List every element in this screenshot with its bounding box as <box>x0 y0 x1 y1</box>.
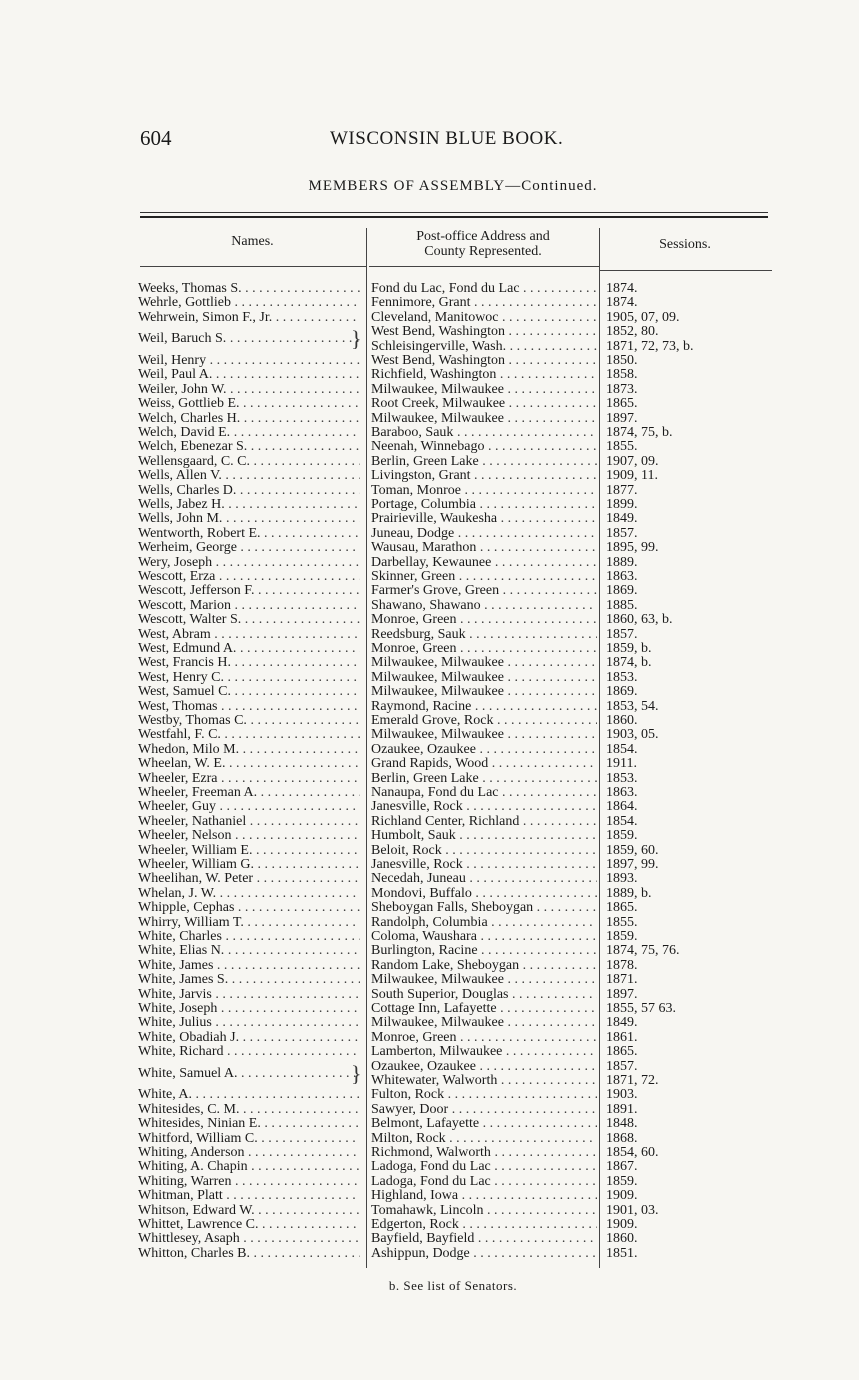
member-address: Milwaukee, Milwaukee . . . <box>371 973 597 987</box>
table-row <box>0 412 859 426</box>
member-address: Mondovi, Buffalo . . . <box>371 887 597 901</box>
table-row <box>0 916 859 930</box>
table-row <box>0 340 859 354</box>
member-sessions: 1893. <box>606 872 638 887</box>
member-address: Janesville, Rock . . . <box>371 858 597 872</box>
table-row <box>0 527 859 541</box>
table-row <box>0 1002 859 1016</box>
member-address: Milton, Rock . . . <box>371 1132 597 1146</box>
table-row <box>0 656 859 670</box>
member-name: Wescott, Jefferson F. . . . <box>138 584 360 598</box>
member-address: Random Lake, Sheboygan . . . <box>371 959 597 973</box>
table-row <box>0 282 859 296</box>
member-name: West, Edmund A. . . . <box>138 642 360 656</box>
member-sessions: 1903. <box>606 1088 638 1103</box>
member-name: Welch, David E. . . . <box>138 426 360 440</box>
member-name: Welch, Charles H. . . . <box>138 412 360 426</box>
member-name: Whitford, William C. . . . <box>138 1132 360 1146</box>
member-sessions: 1867. <box>606 1160 638 1175</box>
member-sessions: 1860, 63, b. <box>606 613 673 628</box>
member-sessions: 1863. <box>606 570 638 584</box>
member-address: Richland Center, Richland . . . <box>371 815 597 829</box>
member-address: Belmont, Lafayette . . . <box>371 1117 597 1131</box>
member-name: Wheelihan, W. Peter . . . <box>138 872 360 886</box>
table-row <box>0 512 859 526</box>
table-row <box>0 685 859 699</box>
member-address: Schleisingerville, Wash. . . . <box>371 340 597 354</box>
member-sessions: 1865. <box>606 901 638 916</box>
member-sessions: 1899. <box>606 498 638 512</box>
member-name: White, Elias N. . . . <box>138 944 360 958</box>
member-name: Wells, Jabez H. . . . <box>138 498 360 512</box>
member-address: Monroe, Green . . . <box>371 642 597 656</box>
member-address: Milwaukee, Milwaukee . . . <box>371 656 597 670</box>
member-name: Wheeler, Nathaniel . . . <box>138 815 360 829</box>
table-row <box>0 988 859 1002</box>
member-address: Milwaukee, Milwaukee . . . <box>371 412 597 426</box>
member-sessions: 1874, 75, b. <box>606 426 673 440</box>
member-name: White, James . . . <box>138 959 360 973</box>
table-row <box>0 728 859 742</box>
member-name: West, Abram . . . <box>138 628 360 642</box>
member-sessions: 1895, 99. <box>606 541 659 556</box>
table-row <box>0 556 859 570</box>
member-sessions: 1869. <box>606 685 638 700</box>
table-row <box>0 1175 859 1189</box>
member-sessions: 1889. <box>606 555 638 570</box>
member-sessions: 1857. <box>606 1059 638 1074</box>
member-sessions: 1858. <box>606 368 638 383</box>
member-sessions: 1848. <box>606 1117 638 1132</box>
member-address: Cleveland, Manitowoc . . . <box>371 311 597 325</box>
member-address: Burlington, Racine . . . <box>371 944 597 958</box>
member-name: Wheeler, Ezra . . . <box>138 772 360 786</box>
column-header-address <box>369 229 597 259</box>
table-row <box>0 1103 859 1117</box>
member-sessions: 1891. <box>606 1102 638 1117</box>
table-row <box>0 959 859 973</box>
member-sessions: 1889, b. <box>606 886 652 901</box>
member-sessions: 1911. <box>606 757 637 772</box>
member-name: Wery, Joseph . . . <box>138 556 360 570</box>
table-row <box>0 714 859 728</box>
member-sessions: 1854. <box>606 742 638 757</box>
member-address: Ladoga, Fond du Lac . . . <box>371 1160 597 1174</box>
column-header-sessions: Sessions. <box>659 237 711 252</box>
member-sessions: 1874, b. <box>606 656 652 671</box>
member-name: Wellensgaard, C. C. . . . <box>138 455 360 469</box>
table-row <box>0 901 859 915</box>
brace-glyph: } <box>351 326 362 352</box>
member-address: Highland, Iowa . . . <box>371 1189 597 1203</box>
table-row <box>0 426 859 440</box>
member-sessions: 1909. <box>606 1189 638 1204</box>
table-row <box>0 872 859 886</box>
brace-glyph: } <box>351 1060 362 1086</box>
table-row <box>0 354 859 368</box>
member-address: Baraboo, Sauk . . . <box>371 426 597 440</box>
member-sessions: 1855. <box>606 915 638 930</box>
member-address: Randolph, Columbia . . . <box>371 916 597 930</box>
table-row <box>0 800 859 814</box>
table-row <box>0 1189 859 1203</box>
member-name: White, Obadiah J. . . . <box>138 1031 360 1045</box>
table-row <box>0 1016 859 1030</box>
member-sessions: 1859, b. <box>606 642 652 656</box>
member-address: Raymond, Racine . . . <box>371 700 597 714</box>
table-row <box>0 844 859 858</box>
table-row <box>0 642 859 656</box>
member-address: Sawyer, Door . . . <box>371 1103 597 1117</box>
member-name: Whiting, Anderson . . . <box>138 1146 360 1160</box>
member-name: Wehrwein, Simon F., Jr. . . . <box>138 311 360 325</box>
member-name: West, Francis H. . . . <box>138 656 360 670</box>
member-name: Westfahl, F. C. . . . <box>138 728 360 742</box>
member-name: Whipple, Cephas . . . <box>138 901 360 915</box>
member-name: Whirry, William T. . . . <box>138 916 360 930</box>
table-row <box>0 1146 859 1160</box>
member-address: Monroe, Green . . . <box>371 613 597 627</box>
table-row <box>0 944 859 958</box>
member-address: Ladoga, Fond du Lac . . . <box>371 1175 597 1189</box>
table-row <box>0 368 859 382</box>
table-row <box>0 311 859 325</box>
member-name: White, Jarvis . . . <box>138 988 360 1002</box>
table-row <box>0 570 859 584</box>
table-row <box>0 397 859 411</box>
member-name: Whittlesey, Asaph . . . <box>138 1232 360 1246</box>
table-row <box>0 1232 859 1246</box>
member-address: Wausau, Marathon . . . <box>371 541 597 555</box>
member-sessions: 1859. <box>606 930 638 944</box>
member-sessions: 1849. <box>606 1016 638 1031</box>
member-sessions: 1857. <box>606 627 638 642</box>
member-name: Welch, Ebenezar S. . . . <box>138 440 360 454</box>
table-row <box>0 455 859 469</box>
member-address: Root Creek, Milwaukee . . . <box>371 397 597 411</box>
member-address: Livingston, Grant . . . <box>371 469 597 483</box>
table-row <box>0 930 859 944</box>
table-row <box>0 484 859 498</box>
member-sessions: 1859. <box>606 829 638 844</box>
member-sessions: 1859, 60. <box>606 843 659 858</box>
member-name: Wehrle, Gottlieb . . . <box>138 296 360 310</box>
member-address: Prairieville, Waukesha . . . <box>371 512 597 526</box>
member-address: Emerald Grove, Rock . . . <box>371 714 597 728</box>
footnote: b. See list of Senators. <box>388 1278 518 1293</box>
member-name: White, Julius . . . <box>138 1016 360 1030</box>
table-row <box>0 887 859 901</box>
member-sessions: 1869. <box>606 584 638 599</box>
member-name: White, James S. . . . <box>138 973 360 987</box>
member-name: Wentworth, Robert E. . . . <box>138 527 360 541</box>
member-sessions: 1868. <box>606 1131 638 1146</box>
member-address: Whitewater, Walworth . . . <box>371 1074 597 1088</box>
member-name: Wells, John M. . . . <box>138 512 360 526</box>
table-row <box>0 1088 859 1102</box>
member-address: Bayfield, Bayfield . . . <box>371 1232 597 1246</box>
member-address: Cottage Inn, Lafayette . . . <box>371 1002 597 1016</box>
member-sessions: 1860. <box>606 714 638 728</box>
member-name: Wells, Charles D. . . . <box>138 484 360 498</box>
member-sessions: 1864. <box>606 800 638 815</box>
member-sessions: 1859. <box>606 1174 638 1189</box>
member-address: Fulton, Rock . . . <box>371 1088 597 1102</box>
member-address: Neenah, Winnebago . . . <box>371 440 597 454</box>
member-address: Necedah, Juneau . . . <box>371 872 597 886</box>
member-name: Wescott, Walter S. . . . <box>138 613 360 627</box>
table-row <box>0 296 859 310</box>
member-sessions: 1855. <box>606 440 638 455</box>
table-row <box>0 1247 859 1261</box>
member-address: Lamberton, Milwaukee . . . <box>371 1045 597 1059</box>
table-row <box>0 671 859 685</box>
member-sessions: 1871, 72, 73, b. <box>606 339 694 354</box>
member-sessions: 1854. <box>606 814 638 829</box>
member-address: Coloma, Waushara . . . <box>371 930 597 944</box>
member-address: Milwaukee, Milwaukee . . . <box>371 671 597 685</box>
table-row <box>0 1045 859 1059</box>
table-row <box>0 1117 859 1131</box>
member-name: Wheelan, W. E. . . . <box>138 757 360 771</box>
member-address: Nanaupa, Fond du Lac . . . <box>371 786 597 800</box>
table-row <box>0 786 859 800</box>
member-sessions: 1849. <box>606 512 638 527</box>
member-address: Richfield, Washington . . . <box>371 368 597 382</box>
member-name: Weiler, John W. . . . <box>138 383 360 397</box>
member-sessions: 1897. <box>606 987 638 1002</box>
member-sessions: 1854, 60. <box>606 1146 659 1160</box>
member-name: West, Thomas . . . <box>138 700 360 714</box>
member-address: South Superior, Douglas . . . <box>371 988 597 1002</box>
member-name: Weeks, Thomas S. . . . <box>138 282 360 296</box>
member-sessions: 1877. <box>606 483 638 498</box>
member-address: Sheboygan Falls, Sheboygan . . . <box>371 901 597 915</box>
member-sessions: 1897. <box>606 411 638 426</box>
member-address: Fennimore, Grant . . . <box>371 296 597 310</box>
table-row <box>0 498 859 512</box>
member-name: Wheeler, Freeman A. . . . <box>138 786 360 800</box>
member-name: Weil, Baruch S. . . . <box>138 332 360 346</box>
member-address: Berlin, Green Lake . . . <box>371 455 597 469</box>
member-sessions: 1850. <box>606 354 638 368</box>
table-row <box>0 700 859 714</box>
member-sessions: 1871, 72. <box>606 1074 659 1088</box>
member-sessions: 1907, 09. <box>606 454 659 469</box>
member-address: Ozaukee, Ozaukee . . . <box>371 1060 597 1074</box>
member-address: Fond du Lac, Fond du Lac . . . <box>371 282 597 296</box>
table-row <box>0 1204 859 1218</box>
member-name: Whelan, J. W. . . . <box>138 887 360 901</box>
table-row <box>0 541 859 555</box>
member-name: Whitesides, Ninian E. . . . <box>138 1117 360 1131</box>
table-row <box>0 628 859 642</box>
member-name: White, A. . . . <box>138 1088 360 1102</box>
running-title: WISCONSIN BLUE BOOK. <box>330 128 564 149</box>
member-address: Reedsburg, Sauk . . . <box>371 628 597 642</box>
page-header <box>140 126 780 156</box>
member-sessions: 1853. <box>606 771 638 786</box>
table-row <box>0 973 859 987</box>
member-address: West Bend, Washington . . . <box>371 354 597 368</box>
member-sessions: 1874. <box>606 282 638 296</box>
member-name: White, Samuel A. . . . <box>138 1067 360 1081</box>
page-number: 604 <box>140 126 172 150</box>
member-address: Shawano, Shawano . . . <box>371 599 597 613</box>
member-name: Whitesides, C. M. . . . <box>138 1103 360 1117</box>
table-row <box>0 383 859 397</box>
member-address: Toman, Monroe . . . <box>371 484 597 498</box>
table-row <box>0 772 859 786</box>
member-sessions: 1857. <box>606 526 638 541</box>
member-sessions: 1901, 03. <box>606 1203 659 1218</box>
member-sessions: 1861. <box>606 1030 638 1045</box>
member-sessions: 1905, 07, 09. <box>606 310 680 325</box>
member-address: Milwaukee, Milwaukee . . . <box>371 685 597 699</box>
table-row <box>0 815 859 829</box>
member-name: Westby, Thomas C. . . . <box>138 714 360 728</box>
member-name: Wheeler, William G. . . . <box>138 858 360 872</box>
member-name: West, Henry C. . . . <box>138 671 360 685</box>
table-row <box>0 858 859 872</box>
member-sessions: 1853, 54. <box>606 699 659 714</box>
table-row <box>0 1160 859 1174</box>
table-row <box>0 1132 859 1146</box>
member-sessions: 1851. <box>606 1246 638 1261</box>
member-name: Whittet, Lawrence C. . . . <box>138 1218 360 1232</box>
member-address: Beloit, Rock . . . <box>371 844 597 858</box>
member-address: West Bend, Washington . . . <box>371 325 597 339</box>
member-address: Milwaukee, Milwaukee . . . <box>371 383 597 397</box>
member-address: Berlin, Green Lake . . . <box>371 772 597 786</box>
member-address: Edgerton, Rock . . . <box>371 1218 597 1232</box>
member-name: Whitson, Edward W. . . . <box>138 1204 360 1218</box>
member-name: Werheim, George . . . <box>138 541 360 555</box>
column-header-address-line1: Post-office Address and <box>416 229 550 244</box>
member-sessions: 1853. <box>606 670 638 685</box>
table-row <box>0 599 859 613</box>
table-top-rule <box>140 212 768 218</box>
member-address: Janesville, Rock . . . <box>371 800 597 814</box>
member-address: Milwaukee, Milwaukee . . . <box>371 1016 597 1030</box>
member-name: Whedon, Milo M. . . . <box>138 743 360 757</box>
member-sessions: 1885. <box>606 598 638 613</box>
member-name: Wescott, Erza . . . <box>138 570 360 584</box>
member-name: White, Richard . . . <box>138 1045 360 1059</box>
member-address: Humbolt, Sauk . . . <box>371 829 597 843</box>
table-row <box>0 829 859 843</box>
member-address: Ozaukee, Ozaukee . . . <box>371 743 597 757</box>
member-address: Darbellay, Kewaunee . . . <box>371 556 597 570</box>
member-sessions: 1852, 80. <box>606 325 659 340</box>
header-rule-names <box>140 266 366 267</box>
member-address: Tomahawk, Lincoln . . . <box>371 1204 597 1218</box>
member-name: West, Samuel C. . . . <box>138 685 360 699</box>
member-name: Wheeler, Guy . . . <box>138 800 360 814</box>
member-name: Wells, Allen V. . . . <box>138 469 360 483</box>
member-address: Juneau, Dodge . . . <box>371 527 597 541</box>
table-row <box>0 1074 859 1088</box>
column-header-names: Names. <box>231 234 274 249</box>
table-row <box>0 743 859 757</box>
table-row <box>0 584 859 598</box>
member-name: Weil, Paul A. . . . <box>138 368 360 382</box>
member-name: Whitton, Charles B. . . . <box>138 1247 360 1261</box>
header-rule-sessions <box>600 270 772 271</box>
header-rule-address <box>369 266 599 267</box>
member-address: Skinner, Green . . . <box>371 570 597 584</box>
member-sessions: 1897, 99. <box>606 858 659 872</box>
member-address: Portage, Columbia . . . <box>371 498 597 512</box>
member-name: Wheeler, William E. . . . <box>138 844 360 858</box>
member-name: Whiting, Warren . . . <box>138 1175 360 1189</box>
member-address: Farmer's Grove, Green . . . <box>371 584 597 598</box>
member-sessions: 1855, 57 63. <box>606 1002 676 1016</box>
member-sessions: 1873. <box>606 382 638 397</box>
member-sessions: 1871. <box>606 973 638 988</box>
member-address: Milwaukee, Milwaukee . . . <box>371 728 597 742</box>
member-name: Whitman, Platt . . . <box>138 1189 360 1203</box>
table-row <box>0 613 859 627</box>
member-name: Wheeler, Nelson . . . <box>138 829 360 843</box>
column-header-address-line2: County Represented. <box>424 244 542 259</box>
member-name: Weiss, Gottlieb E. . . . <box>138 397 360 411</box>
member-sessions: 1863. <box>606 786 638 800</box>
member-name: Wescott, Marion . . . <box>138 599 360 613</box>
member-sessions: 1865. <box>606 397 638 412</box>
table-row <box>0 1218 859 1232</box>
member-sessions: 1874, 75, 76. <box>606 944 680 959</box>
member-name: White, Joseph . . . <box>138 1002 360 1016</box>
member-name: Whiting, A. Chapin . . . <box>138 1160 360 1174</box>
section-title: MEMBERS OF ASSEMBLY—Continued. <box>308 178 598 194</box>
member-sessions: 1860. <box>606 1232 638 1247</box>
member-address: Grand Rapids, Wood . . . <box>371 757 597 771</box>
member-sessions: 1865. <box>606 1045 638 1060</box>
table-row <box>0 1031 859 1045</box>
member-address: Monroe, Green . . . <box>371 1031 597 1045</box>
member-name: White, Charles . . . <box>138 930 360 944</box>
member-sessions: 1903, 05. <box>606 728 659 743</box>
table-row <box>0 757 859 771</box>
member-sessions: 1909. <box>606 1218 638 1232</box>
member-address: Richmond, Walworth . . . <box>371 1146 597 1160</box>
member-address: Ashippun, Dodge . . . <box>371 1247 597 1261</box>
table-row <box>0 469 859 483</box>
table-row <box>0 440 859 454</box>
member-sessions: 1878. <box>606 958 638 973</box>
member-sessions: 1909, 11. <box>606 469 658 484</box>
member-name: Weil, Henry . . . <box>138 354 360 368</box>
member-sessions: 1874. <box>606 296 638 311</box>
